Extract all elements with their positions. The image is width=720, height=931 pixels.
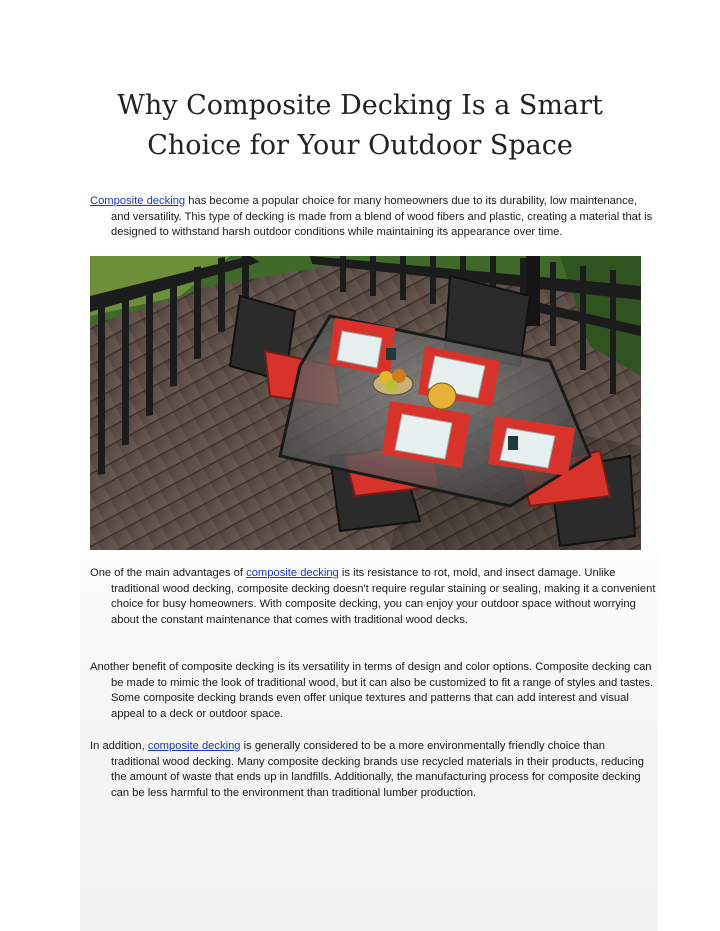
versatility-paragraph <box>90 660 656 723</box>
deck-photo <box>90 256 641 550</box>
advantages-paragraph <box>90 566 656 629</box>
composite-decking-link[interactable]: composite decking <box>246 567 339 579</box>
paragraph-text: Another benefit of composite decking is its versatility in terms of design and color options. Composite decking can be made to mimic the look of traditional wood, but it can also be customized to fit a range of styles and tastes. Some composite decking brands even offer unique textures and patterns that can add interest and visual appeal to a deck or outdoor space. <box>90 661 654 721</box>
glass-cup <box>508 436 518 450</box>
paragraph-text: is generally considered to be a more environmentally friendly choice than traditional wood decking. Many composite decking brands use recycled materials in their products, reducing the amount of waste that ends up in landfills. Additionally, the manufacturing process for composite decking can be less harmful to the environment than traditional lumber production. <box>111 740 644 800</box>
environment-paragraph <box>90 739 656 802</box>
paragraph-text: is its resistance to rot, mold, and insect damage. Unlike traditional wood decking, composite decking doesn't require regular staining or sealing, making it a convenient choice for busy homeowners. With composite decking, you can enjoy your outdoor space without worrying about the constant maintenance that comes with traditional wood decks. <box>111 567 656 627</box>
composite-decking-link[interactable]: Composite decking <box>90 195 186 207</box>
paragraph-text: In addition, <box>90 740 148 752</box>
title-line-1: Why Composite Decking Is a Smart <box>117 90 603 121</box>
fruit <box>386 380 398 392</box>
pitcher <box>428 383 456 409</box>
composite-decking-link[interactable]: composite decking <box>147 740 241 752</box>
paragraph-text: One of the main advantages of <box>90 567 247 579</box>
glass-cup <box>386 348 396 360</box>
title-line-2: Choice for Your Outdoor Space <box>147 130 573 161</box>
patio-scene-image <box>90 256 641 550</box>
paragraph-text: has become a popular choice for many homeowners due to its durability, low maintenance, and versatility. This type of decking is made from a blend of wood fibers and plastic, creating a material that is designed to withstand harsh outdoor conditions while maintaining its appearance over time. <box>111 195 653 239</box>
page-title <box>60 86 660 166</box>
intro-paragraph <box>90 194 656 241</box>
